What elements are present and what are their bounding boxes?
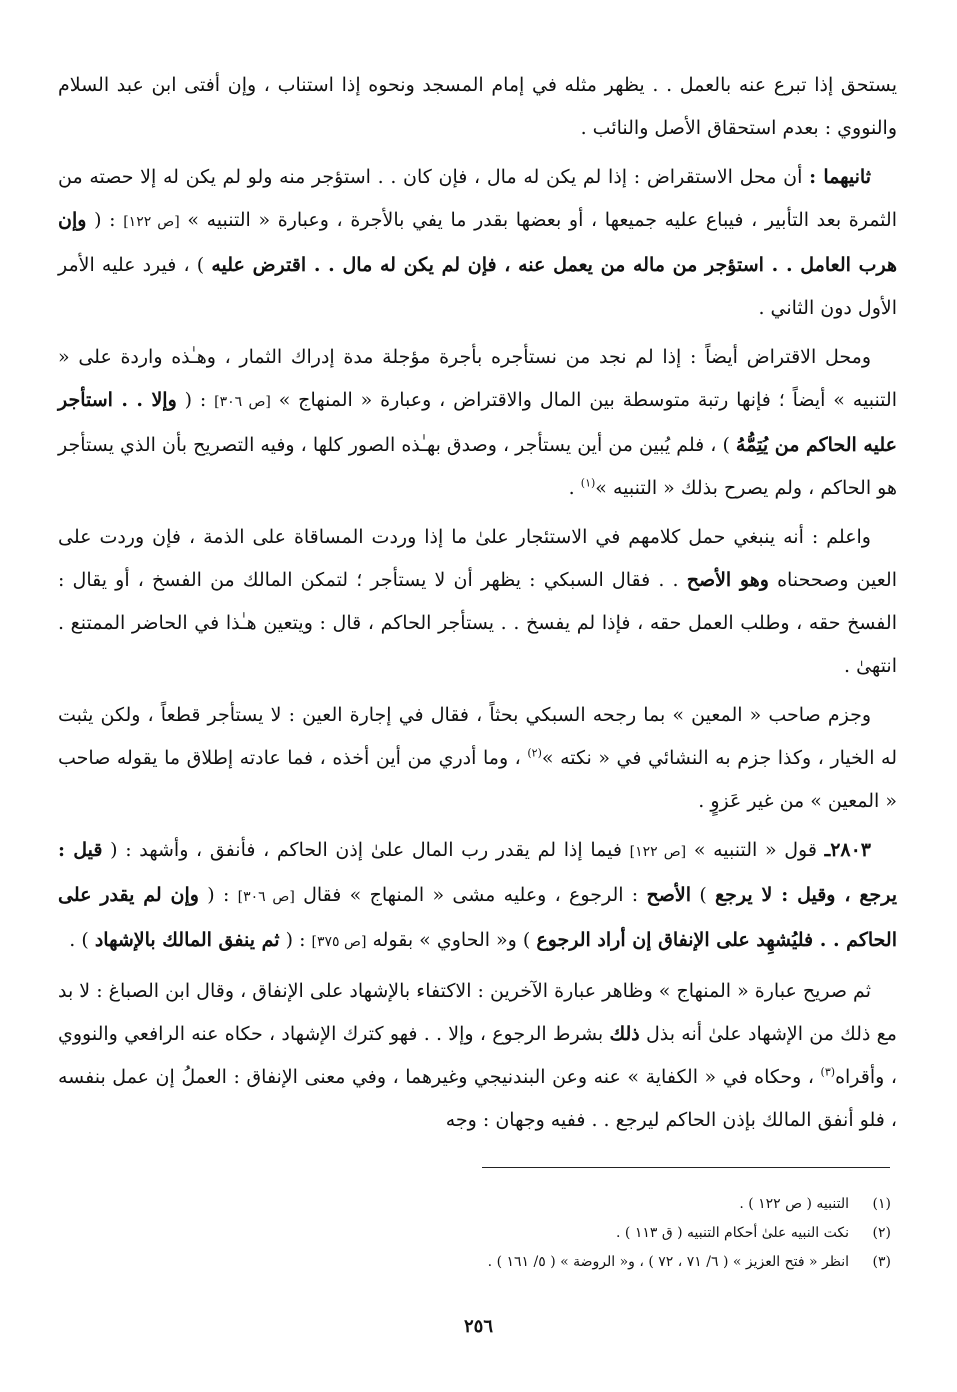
page-reference: [ص ٣٠٦]	[214, 394, 271, 410]
page-reference: [ص ١٢٢]	[629, 844, 687, 860]
quoted-text: قيل : يرجع ، وقيل : لا يرجع	[58, 839, 897, 906]
footnote-3	[60, 1248, 891, 1277]
issue-number: ٢٨٠٣ـ	[824, 839, 872, 861]
footnote-number: (٢)	[872, 1225, 891, 1241]
quoted-text: ثم ينفق المالك بالإشهاد	[94, 929, 280, 951]
quoted-text: وإلا . . استأجر عليه الحاكم من يُتِمُّهُ	[58, 389, 897, 456]
bold-phrase: ذلك	[609, 1023, 640, 1045]
footnote-text: انظر « فتح العزيز » ( ٦/ ٧١ ، ٧٢ ) ، و« الروضة » ( ٥/ ١٦١ ) .	[487, 1254, 849, 1270]
paragraph-7: ثم صريح عبارة « المنهاج » وظاهر عبارة الآخرين : الاكتفاء بالإشهاد على الإنفاق ، وقال ابن الصباغ : لا بد مع ذلك من الإشهاد علىٰ أنه بذل ذلك بشرط الرجوع ، وإلا . . فهو كترك الإشهاد ، حكاه عنه الرافعي والنووي ، وأقراه$^{(٣)}$ ، وحكاه في « الكفاية » عنه وعن البندنيجي وغيرهما ، وفي معنى الإنفاق : العملُ إن عمل بنفسه ، فلو أنفق المالك بإذن الحاكم ليرجع . . ففيه وجهان : وجه	[58, 980, 897, 1131]
footnotes	[60, 1190, 891, 1277]
footnote-marker: (١)	[580, 476, 596, 490]
footnote-1	[60, 1190, 891, 1219]
footnote-separator	[482, 1167, 890, 1168]
page-reference: [ص ٣٠٦]	[237, 889, 295, 905]
paragraph-5: وجزم صاحب « المعين » بما رجحه السبكي بحثاً ، فقال في إجارة العين : لا يستأجر قطعاً ، ولكن يثبت له الخيار ، وكذا جزم به النشائي في « نكته »$^{(٢)}$ ، وما أدري من أين أخذه ، فما عادته إطلاق ما يقوله صاحب « المعين » من غير عَزوٍ .	[58, 704, 898, 812]
main-text	[58, 64, 897, 1148]
page-number: ٢٥٦	[463, 1316, 493, 1337]
paragraph-1: يستحق إذا تبرع عنه بالعمل . . يظهر مثله في إمام المسجد ونحوه إذا استناب ، وإن أفتى ابن عبد السلام والنووي : بعدم استحقاق الأصل والنائب .	[58, 74, 897, 139]
paragraph-6: ٢٨٠٣ـ قول « التنبيه » [ص ١٢٢] فيما إذا لم يقدر رب المال علىٰ إذن الحاكم ، فأنفق ، وأشهد : ( قيل : يرجع ، وقيل : لا يرجع ) الأصح : الرجوع ، وعليه مشى « المنهاج » فقال [ص ٣٠٦] : ( وإن لم يقدر على الحاكم . . فليُشهِد على الإنفاق إن أراد الرجوع ) و« الحاوي » بقوله [ص ٣٧٥] : ( ثم ينفق المالك بالإشهاد ) .	[58, 839, 897, 951]
footnote-2	[60, 1219, 891, 1248]
footnote-marker: (٣)	[820, 1065, 836, 1079]
quoted-text: وإن هرب العامل . . استؤجر من ماله من يعمل عنه ، فإن لم يكن له مال . . اقترض عليه	[58, 209, 897, 276]
paragraph-3: ومحل الاقتراض أيضاً : إذا لم نجد من نستأجره بأجرة مؤجلة مدة إدراك الثمار ، وهـٰذه واردة على « التنبيه » أيضاً ؛ فإنها رتبة متوسطة بين المال والاقتراض ، وعبارة « المنهاج » [ص ٣٠٦] : ( وإلا . . استأجر عليه الحاكم من يُتِمُّهُ ) ، فلم يُبين من أين يستأجر ، وصدق بهـٰذه الصور كلها ، وفيه التصريح بأن الذي يستأجر هو الحاكم ، ولم يصرح بذلك « التنبيه »$^{(١)}$ .	[58, 346, 897, 499]
bold-phrase: وهو الأصح	[686, 569, 769, 591]
page-reference: [ص ١٢٢]	[123, 214, 180, 230]
footnote-text: التنبيه ( ص ١٢٢ ) .	[739, 1196, 849, 1212]
footnote-text: نكت النبيه علىٰ أحكام التنبيه ( ق ١١٣ ) .	[616, 1225, 849, 1241]
bold-phrase: الأصح	[646, 884, 692, 906]
page-reference: [ص ٣٧٥]	[311, 934, 367, 950]
footnote-number: (٣)	[872, 1254, 891, 1270]
paragraph-2: ثانيهما : أن محل الاستقراض : إذا لم يكن له مال ، فإن كان . . استؤجر منه ولو لم يكن له إلا حصته من الثمرة بعد التأبير ، فيباع عليه جميعها ، أو بعضها بقدر ما يفي بالأجرة ، وعبارة « التنبيه » [ص ١٢٢] : ( وإن هرب العامل . . استؤجر من ماله من يعمل عنه ، فإن لم يكن له مال . . اقترض عليه ) ، فيرد عليه الأمر الأول دون الثاني .	[58, 166, 897, 319]
footnote-marker: (٢)	[527, 746, 542, 760]
footnote-number: (١)	[872, 1196, 891, 1212]
paragraph-4: واعلم : أنه ينبغي حمل كلامهم في الاستئجار علىٰ ما إذا وردت المساقاة على الذمة ، فإن وردت على العين وصححناه وهو الأصح . . فقال السبكي : يظهر أن لا يستأجر ؛ لتمكن المالك من الفسخ ، أو يقال : الفسخ حقه ، وطلب العمل حقه ، فإذا لم يفسخ . . يستأجر الحاكم ، قال : ويتعين هـٰذا في الحاضر الممتنع . انتهىٰ .	[58, 526, 897, 677]
quoted-text: وإن لم يقدر على الحاكم . . فليُشهِد على الإنفاق إن أراد الرجوع	[58, 884, 897, 951]
section-lead: ثانيهما :	[809, 166, 872, 188]
